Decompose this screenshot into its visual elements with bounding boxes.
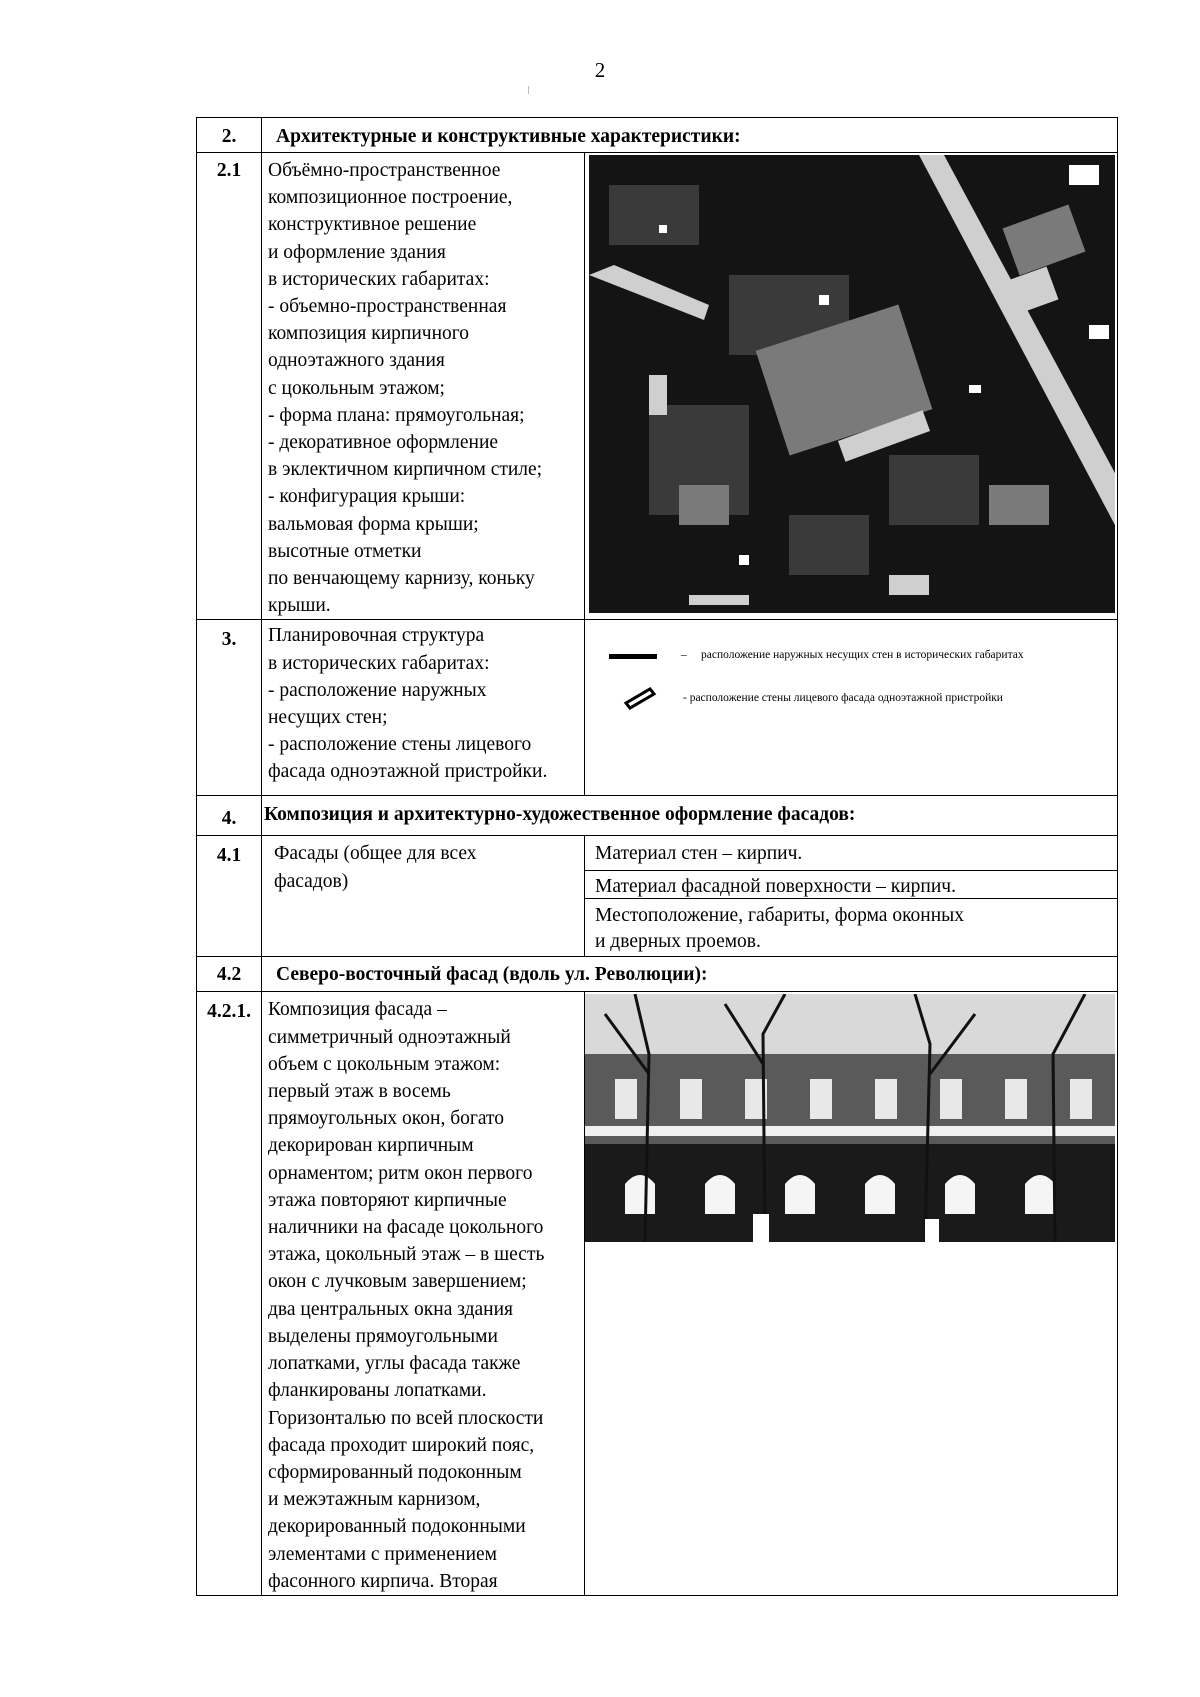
row-4-1-values [585, 836, 1118, 957]
facade-photo [585, 994, 1115, 1242]
section-2-number: 2. [197, 118, 262, 153]
text-line: декорированный подоконными [268, 1516, 526, 1538]
row-4-1-number: 4.1 [197, 836, 262, 957]
facade-wall-legend-text: - расположение стены лицевого фасада одноэтажной пристройки [683, 692, 1003, 705]
text-line: - объемно-пространственная [268, 296, 507, 318]
row-4-2-title: Северо-восточный фасад (вдоль ул. Революции): [262, 957, 1118, 992]
row-3-number: 3. [197, 620, 262, 796]
text-line: и дверных проемов. [595, 931, 761, 953]
text-line: Местоположение, габариты, форма оконных [595, 905, 965, 927]
row-4-2 [197, 957, 1118, 992]
facade-photo-cell [585, 992, 1118, 1595]
text-line: этажа, цокольный этаж – в шесть [268, 1244, 545, 1266]
section-4-title: Композиция и архитектурно-художественное оформление фасадов: [262, 796, 1118, 836]
plan-legend [585, 620, 1117, 795]
row-4-1 [197, 836, 1118, 957]
plan-legend-cell [585, 620, 1118, 796]
text-line: декорирован кирпичным [268, 1135, 474, 1157]
text-line: прямоугольных окон, богато [268, 1108, 505, 1130]
row-4-2-number: 4.2 [197, 957, 262, 992]
text-line: симметричный одноэтажный [268, 1026, 511, 1048]
row-4-1-label [262, 836, 585, 957]
text-line: орнаментом; ритм окон первого [268, 1162, 533, 1184]
text-line: фасада проходит широкий пояс, [268, 1434, 535, 1456]
text-line: с цокольным этажом; [268, 377, 445, 399]
text-line: Объёмно-пространственное [268, 160, 501, 181]
text-line: фасада одноэтажной пристройки. [268, 761, 548, 783]
text-line: высотные отметки [268, 540, 422, 562]
facade-surface-material: Материал фасадной поверхности – кирпич. [585, 871, 1117, 899]
text-line: - расположение наружных [268, 679, 487, 701]
text-line: окон с лучковым завершением; [268, 1271, 527, 1293]
text-line: крыши. [268, 595, 331, 617]
text-line: - форма плана: прямоугольная; [268, 404, 525, 426]
text-line: - декоративное оформление [268, 432, 499, 454]
text-line: и межэтажным карнизом, [268, 1489, 481, 1511]
text-line: сформированный подоконным [268, 1461, 522, 1483]
row-3 [197, 620, 1118, 796]
aerial-photo [589, 155, 1115, 613]
text-line: Планировочная структура [268, 625, 485, 647]
text-line: Горизонталью по всей плоскости [268, 1407, 544, 1429]
text-line: Композиция фасада – [268, 999, 447, 1021]
row-4-2-1-number: 4.2.1. [197, 992, 262, 1595]
section-4-number: 4. [197, 796, 262, 836]
wall-material: Материал стен – кирпич. [585, 836, 1117, 871]
section-2-row [197, 118, 1118, 153]
text-line: в исторических габаритах: [268, 652, 490, 674]
section-2-title: Архитектурные и конструктивные характеристики: [262, 118, 1118, 153]
bearing-walls-line-symbol [609, 654, 657, 659]
text-line: одноэтажного здания [268, 350, 445, 372]
row-2-1 [197, 153, 1118, 620]
section-4-row [197, 796, 1118, 836]
legend-dash: – [681, 649, 687, 662]
text-line: в исторических габаритах: [268, 268, 490, 290]
text-line: два центральных окна здания [268, 1298, 514, 1320]
text-line: этажа повторяют кирпичные [268, 1189, 507, 1211]
row-4-2-1-text [262, 992, 585, 1595]
row-2-1-number: 2.1 [197, 153, 262, 620]
text-line: фланкированы лопатками. [268, 1380, 487, 1402]
text-line: выделены прямоугольными [268, 1325, 498, 1347]
bearing-walls-legend-text: расположение наружных несущих стен в исторических габаритах [701, 649, 1024, 662]
row-3-text [262, 620, 585, 796]
text-line: композиция кирпичного [268, 323, 470, 345]
row-2-1-text [262, 153, 585, 620]
openings-description [585, 899, 1117, 956]
row-4-2-1 [197, 992, 1118, 1595]
text-line: вальмовая форма крыши; [268, 513, 479, 535]
text-line: в эклектичном кирпичном стиле; [268, 459, 543, 481]
text-line: объем с цокольным этажом: [268, 1053, 501, 1075]
text-line: - расположение стены лицевого [268, 734, 532, 756]
text-line: элементами с применением [268, 1543, 498, 1565]
page-number: 2 [594, 58, 606, 82]
scan-mark [528, 86, 529, 94]
text-line: - конфигурация крыши: [268, 486, 466, 508]
aerial-photo-image [589, 155, 1115, 613]
text-line: лопатками, углы фасада также [268, 1353, 521, 1375]
aerial-photo-cell [585, 153, 1118, 620]
text-line: конструктивное решение [268, 214, 477, 236]
text-line: наличники на фасаде цокольного [268, 1217, 544, 1239]
text-line: несущих стен; [268, 707, 388, 729]
text-line: по венчающему карнизу, коньку [268, 568, 535, 590]
text-line: первый этаж в восемь [268, 1081, 451, 1103]
text-line: фасадов) [274, 870, 349, 892]
text-line: фасонного кирпича. Вторая [268, 1570, 498, 1592]
text-line: композиционное построение, [268, 187, 513, 209]
text-line: и оформление здания [268, 241, 446, 263]
facade-wall-frame-icon [623, 686, 657, 710]
characteristics-table [196, 117, 1118, 1596]
text-line: Фасады (общее для всех [274, 843, 477, 865]
facade-photo-image [585, 994, 1115, 1242]
